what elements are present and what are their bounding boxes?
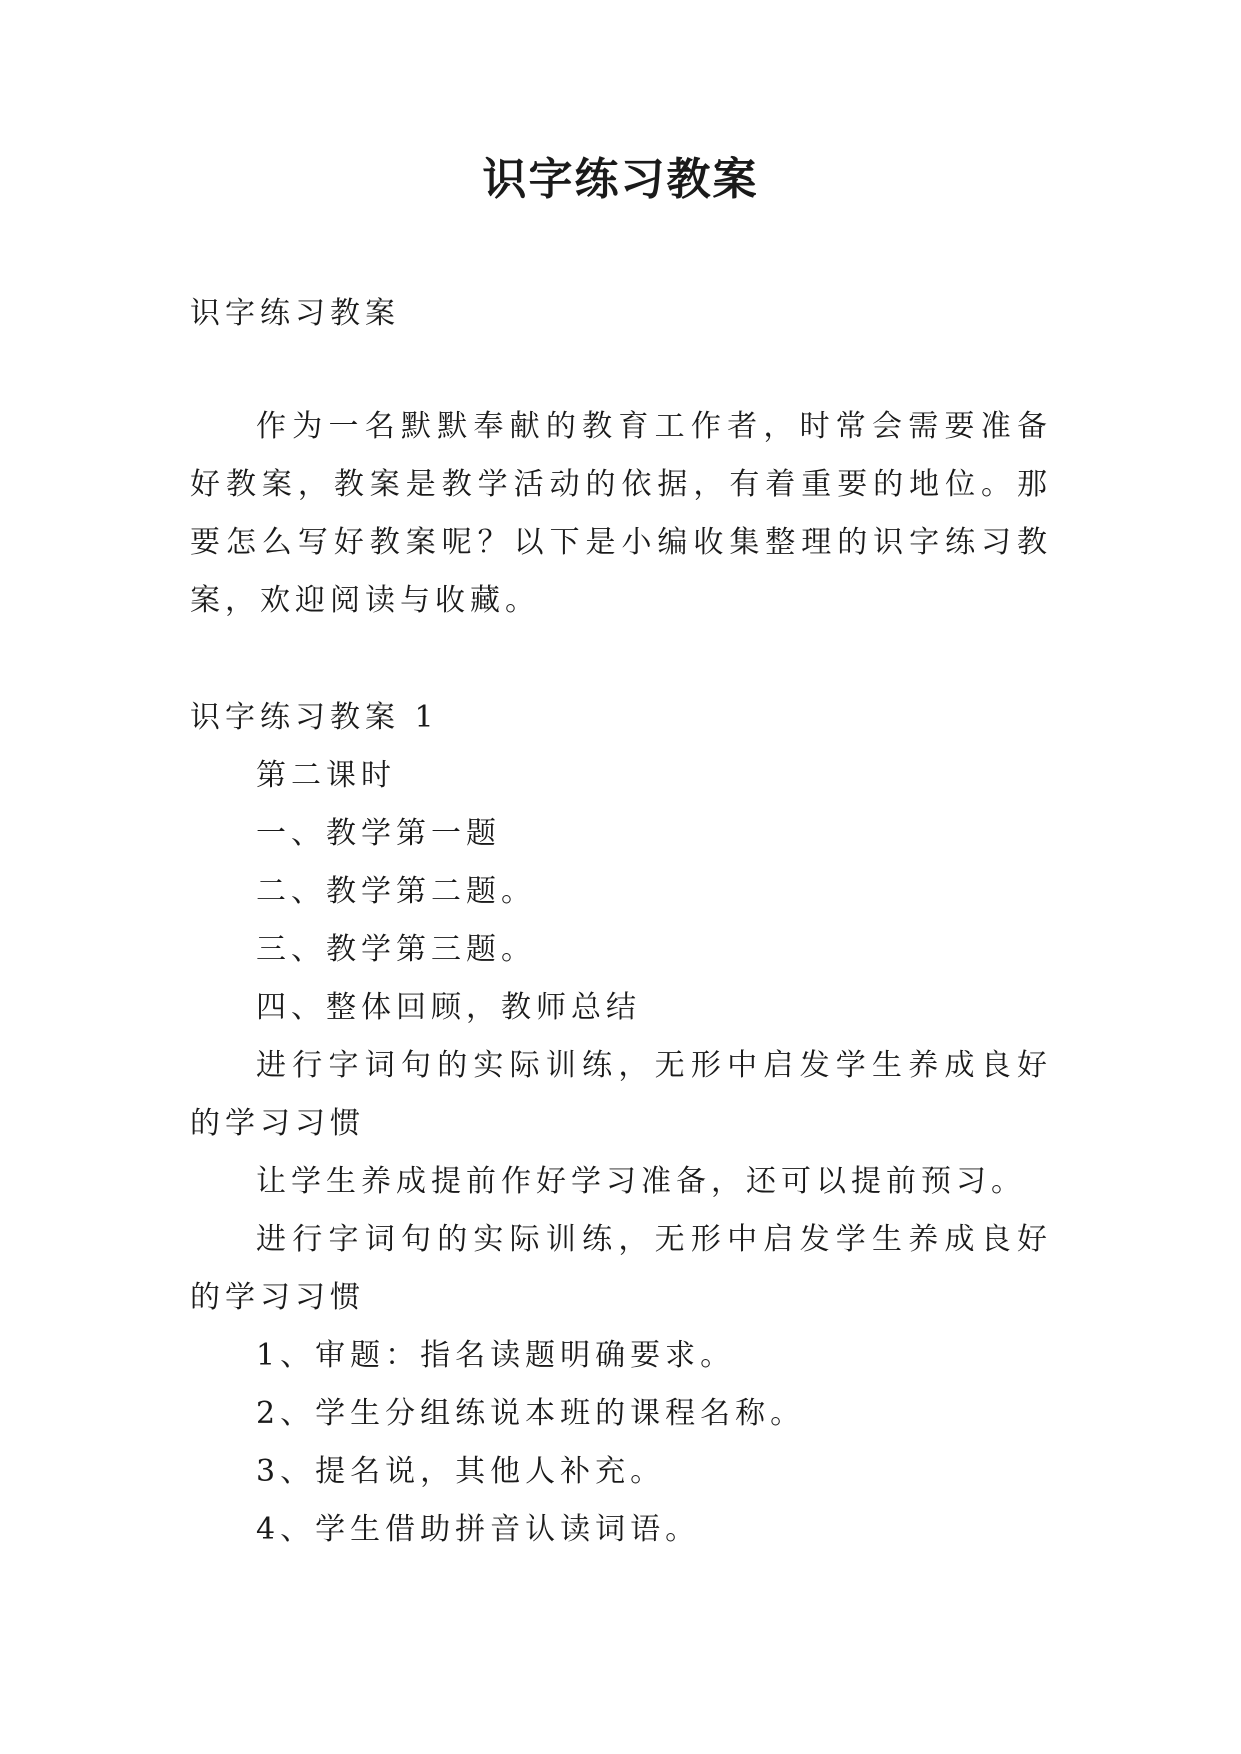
document-title: 识字练习教案	[482, 154, 759, 205]
step-item: 3、提名说，其他人补充。	[256, 1454, 666, 1489]
step-item: 4、学生借助拼音认读词语。	[256, 1512, 701, 1547]
list-item: 一、教学第一题	[256, 816, 501, 851]
list-item: 四、整体回顾，教师总结	[256, 990, 641, 1025]
step-item: 2、学生分组练说本班的课程名称。	[256, 1396, 806, 1431]
intro-paragraph: 作为一名默默奉献的教育工作者，时常会需要准备好教案，教案是教学活动的依据，有着重要的地位。那要怎么写好教案呢？以下是小编收集整理的识字练习教案，欢迎阅读与收藏。	[190, 409, 1052, 618]
paragraph-prepare: 让学生养成提前作好学习准备，还可以提前预习。	[256, 1164, 1026, 1199]
section-heading: 识字练习教案 1	[190, 700, 439, 735]
step-item: 1、审题：指名读题明确要求。	[256, 1338, 736, 1373]
document-subtitle: 识字练习教案	[190, 296, 400, 331]
list-item: 二、教学第二题。	[256, 874, 536, 909]
list-item: 三、教学第三题。	[256, 932, 536, 967]
lesson-period: 第二课时	[256, 758, 396, 793]
paragraph-training-1: 进行字词句的实际训练，无形中启发学生养成良好的学习习惯	[190, 1048, 1052, 1141]
paragraph-training-2: 进行字词句的实际训练，无形中启发学生养成良好的学习习惯	[190, 1222, 1052, 1315]
